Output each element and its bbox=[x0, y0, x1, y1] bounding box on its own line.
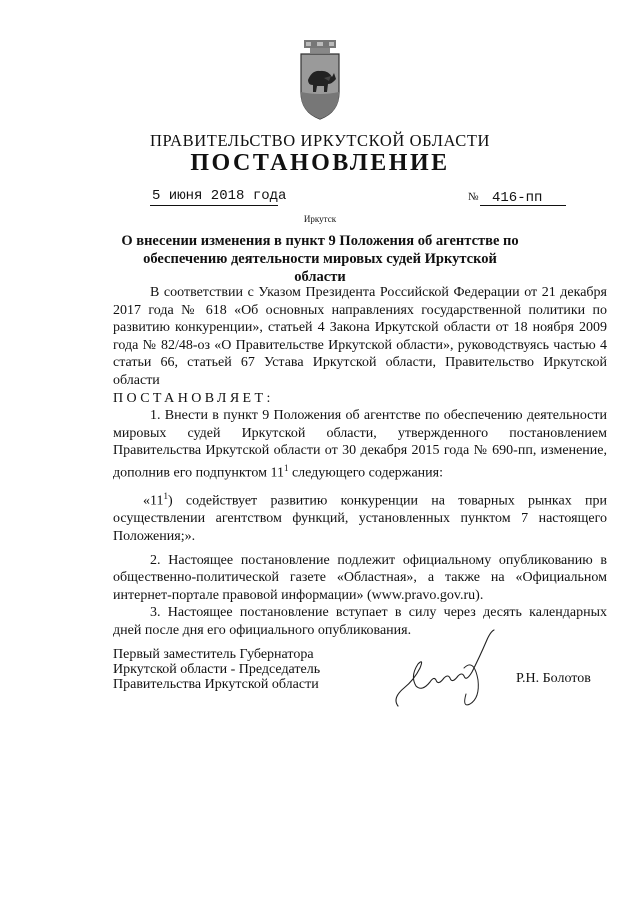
decree-word: ПОСТАНОВЛЯЕТ: bbox=[113, 390, 274, 406]
handwritten-signature bbox=[390, 628, 500, 713]
title-line: О внесении изменения в пункт 9 Положения об агентстве по bbox=[121, 233, 519, 249]
city-name: Иркутск bbox=[303, 214, 337, 224]
item-2-paragraph: 2. Настоящее постановление подлежит официальному опубликованию в общественно-политической газете «Областная», а также на «Официальном интернет-портале правовой информации» (www.pravo.gov.ru). bbox=[113, 552, 607, 603]
position-line: Первый заместитель Губернатора bbox=[113, 647, 314, 662]
item-1-text: 1. Внести в пункт 9 Положения об агентстве по обеспечению деятельности мировых судей Иркутской области, утвержденного постановлением Правительства Иркутской области от 30 декабря 2015 года № 690-пп, изменение, дополнив его подпунктом 11 bbox=[113, 408, 607, 481]
organization-name: ПРАВИТЕЛЬСТВО ИРКУТСКОЙ ОБЛАСТИ bbox=[149, 131, 491, 150]
document-number: 416-пп bbox=[492, 190, 543, 206]
preamble-paragraph: В соответствии с Указом Президента Российской Федерации от 21 декабря 2017 года № 618 «Об основных направлениях государственной политики по развитию конкуренции», статьей 4 Закона Иркутской области от 18 ноября 2009 года № 82/48-оз «О Правительстве Иркутской области», руководствуясь частью 4 статьи 66, статьей 67 Устава Иркутской области, Правительство Иркутской области bbox=[113, 285, 607, 388]
quote-text: ) содействует развитию конкуренции на товарных рынках при осуществлении агентством функций, установленных пунктом 7 настоящего Положения;». bbox=[113, 493, 607, 545]
item-1-quote bbox=[113, 488, 607, 545]
coat-of-arms-icon bbox=[298, 40, 342, 120]
position-line: Иркутской области - Председатель bbox=[113, 662, 321, 677]
position-line: Правительства Иркутской области bbox=[113, 677, 319, 692]
number-label: № bbox=[468, 191, 479, 203]
item-3-paragraph: 3. Настоящее постановление вступает в силу через десять календарных дней после дня его официального опубликования. bbox=[113, 605, 607, 638]
item-1-text-end: следующего содержания: bbox=[288, 465, 443, 481]
document-title bbox=[120, 232, 520, 286]
quote-open: «11 bbox=[143, 493, 164, 509]
item-1-superscript: 1 bbox=[283, 462, 289, 473]
signatory-name: Р.Н. Болотов bbox=[516, 671, 591, 686]
title-line: обеспечению деятельности мировых судей Иркутской области bbox=[143, 251, 497, 285]
document-body bbox=[113, 284, 607, 640]
quote-superscript: 1 bbox=[163, 491, 168, 502]
document-date: 5 июня 2018 года bbox=[152, 188, 287, 204]
date-underline bbox=[150, 205, 278, 206]
number-underline bbox=[480, 205, 566, 206]
signatory-position bbox=[113, 647, 373, 692]
document-type: ПОСТАНОВЛЕНИЕ bbox=[190, 150, 450, 176]
item-1-paragraph bbox=[113, 407, 607, 482]
